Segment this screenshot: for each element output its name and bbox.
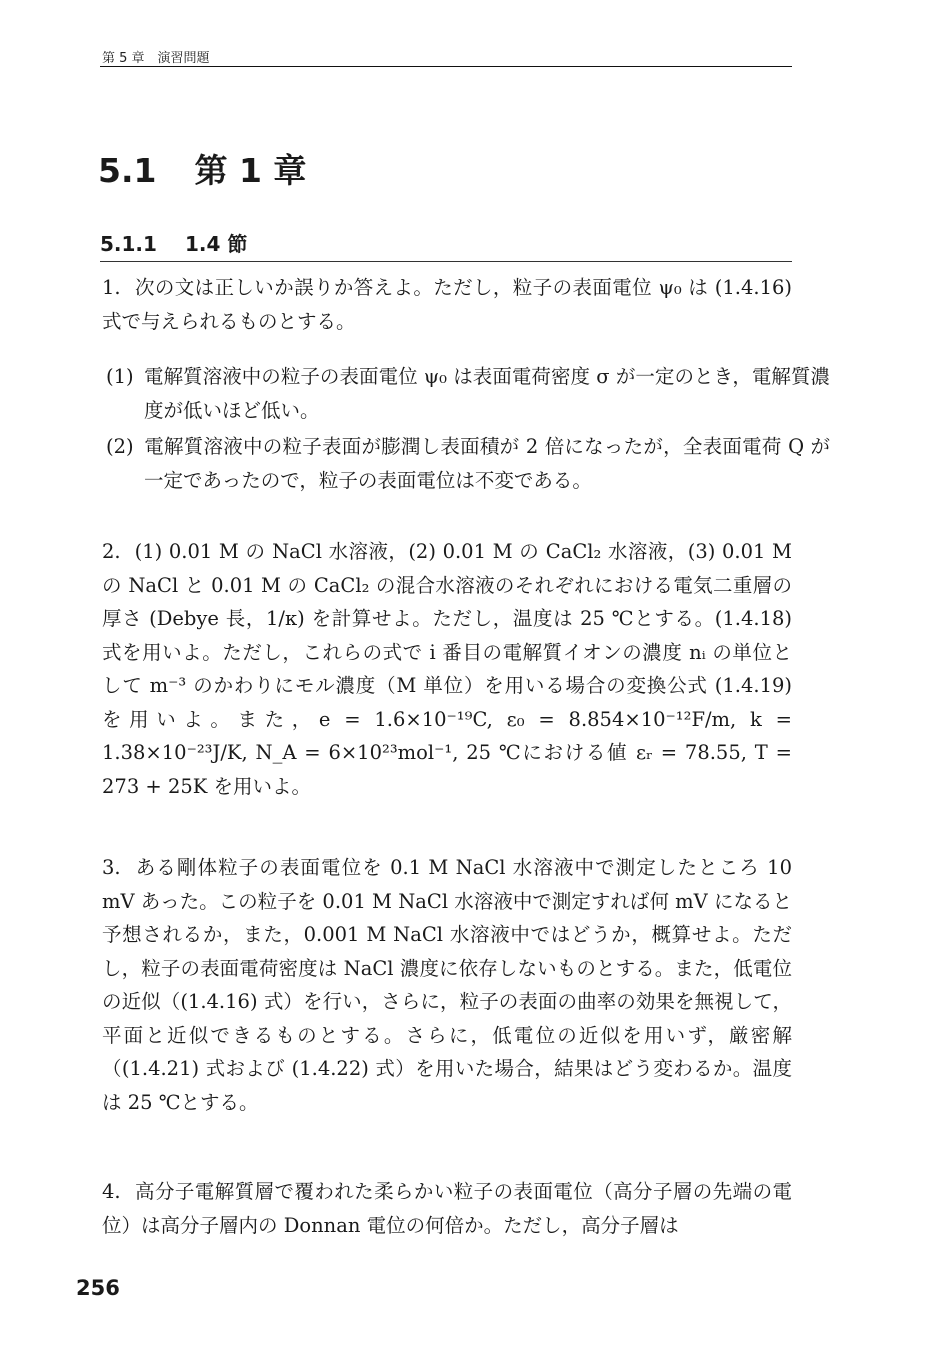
problem-3 [102,851,792,1119]
problem-1-text: 次の文は正しいか誤りか答えよ。ただし，粒子の表面電位 ψ₀ は (1.4.16) 式で与えられるものとする。 [102,276,792,333]
problem-1-label: 1. [102,276,121,299]
problem-2-text: (1) 0.01 M の NaCl 水溶液，(2) 0.01 M の CaCl₂ 水溶液，(3) 0.01 M の NaCl と 0.01 M の CaCl₂ の混合水溶液のそれぞれにおける電気二重層の厚さ (Debye 長，1/κ) を計算せよ。ただし，温度は 25 ℃とする。(1.4.18) 式を用いよ。ただし，これらの式で i 番目の電解質イオンの濃度 nᵢ の単位として m⁻³ のかわりにモル濃度（M 単位）を用いる場合の変換公式 (1.4.19) を用いよ。また，e = 1.6×10⁻¹⁹C, ε₀ = 8.854×10⁻¹²F/m, k = 1.38×10⁻²³J/K, N_A = 6×10²³mol⁻¹, 25 ℃における値 εᵣ = 78.55, T = 273 + 25K を用いよ。 [102,540,792,798]
problem-1-item-1-label: (1) [106,365,134,388]
chapter-name: 第 1 章 [194,151,307,190]
problem-1 [102,271,792,338]
problem-4-label: 4. [102,1180,121,1203]
chapter-title [98,145,306,192]
header-rule [100,66,792,67]
section-number: 5.1.1 [100,232,157,256]
section-rule [100,261,792,262]
problem-1-item-2 [106,430,830,498]
problem-1-item-2-text: 電解質溶液中の粒子表面が膨潤し表面積が 2 倍になったが，全表面電荷 Q が一定であったので，粒子の表面電位は不変である。 [144,435,830,492]
problem-3-label: 3. [102,856,121,879]
problem-1-item-1 [106,360,830,428]
problem-1-item-1-text: 電解質溶液中の粒子の表面電位 ψ₀ は表面電荷密度 σ が一定のとき，電解質濃度が低いほど低い。 [144,365,830,422]
running-header: 第 5 章 演習問題 [102,51,210,66]
problem-4 [102,1175,792,1242]
problem-1-item-2-label: (2) [106,435,134,458]
problem-2 [102,535,792,803]
problem-2-label: 2. [102,540,121,563]
problem-4-text: 高分子電解質層で覆われた柔らかい粒子の表面電位（高分子層の先端の電位）は高分子層内の Donnan 電位の何倍か。ただし，高分子層は [102,1180,792,1237]
problem-3-text: ある剛体粒子の表面電位を 0.1 M NaCl 水溶液中で測定したところ 10 mV あった。この粒子を 0.01 M NaCl 水溶液中で測定すれば何 mV になると予想されるか，また，0.001 M NaCl 水溶液中ではどうか，概算せよ。ただし，粒子の表面電荷密度は NaCl 濃度に依存しないものとする。また，低電位の近似（(1.4.16) 式）を行い，さらに，粒子の表面の曲率の効果を無視して，平面と近似できるものとする。さらに，低電位の近似を用いず，厳密解（(1.4.21) 式および (1.4.22) 式）を用いた場合，結果はどう変わるか。温度は 25 ℃とする。 [102,856,792,1114]
page-number: 256 [76,1276,120,1300]
section-name: 1.4 節 [184,232,248,256]
chapter-number: 5.1 [98,151,157,190]
section-title [100,228,247,257]
